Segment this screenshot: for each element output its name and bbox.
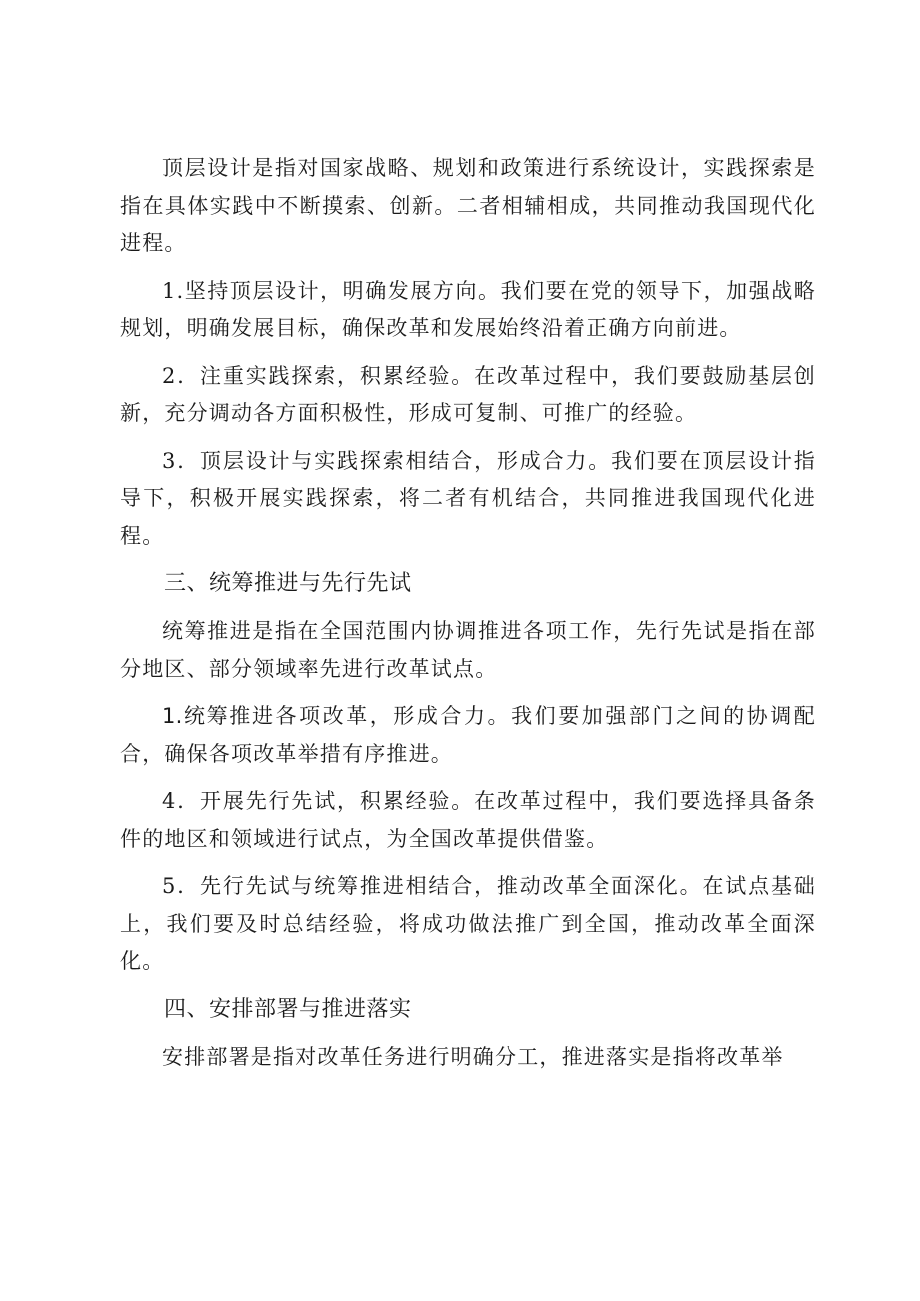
list-item-3: 3．顶层设计与实践探索相结合，形成合力。我们要在顶层设计指导下，积极开展实践探索，将二者有机结合，共同推进我国现代化进程。 [120,448,816,548]
section-3-intro: 统筹推进是指在全国范围内协调推进各项工作，先行先试是指在部分地区、部分领域率先进行改革试点。 [120,619,816,681]
section-heading-4: 四、安排部署与推进落实 [164,996,412,1022]
list-item-coordination [120,698,816,773]
list-item-4: 4．开展先行先试，积累经验。在改革过程中，我们要选择具备条件的地区和领域进行试点，为全国改革提供借鉴。 [120,789,816,851]
intro-paragraph: 顶层设计是指对国家战略、规划和政策进行系统设计，实践探索是指在具体实践中不断摸索、创新。二者相辅相成，共同推动我国现代化进程。 [120,156,816,255]
section-heading-3: 三、统筹推进与先行先试 [164,571,412,596]
document-page [120,150,816,1086]
list-item-body: 进各项改革，形成合力。我们要加强部门之间的协调配合，确保各项改革举措有序推进。 [120,704,816,766]
list-item-1: 1.坚持顶层设计，明确发展方向。我们要在党的领导下，加强战略规划，明确发展目标，确保改革和发展始终沿着正确方向前进。 [120,278,816,340]
list-item-2: 2．注重实践探索，积累经验。在改革过程中，我们要鼓励基层创新，充分调动各方面积极性，形成可复制、可推广的经验。 [120,363,816,425]
list-item-5: 5．先行先试与统筹推进相结合，推动改革全面深化。在试点基础上，我们要及时总结经验，将成功做法推广到全国，推动改革全面深化。 [120,874,816,973]
section-4-intro: 安排部署是指对改革任务进行明确分工，推进落实是指将改革举 [162,1044,784,1069]
list-item-lead: 1.统筹推 [162,704,252,728]
